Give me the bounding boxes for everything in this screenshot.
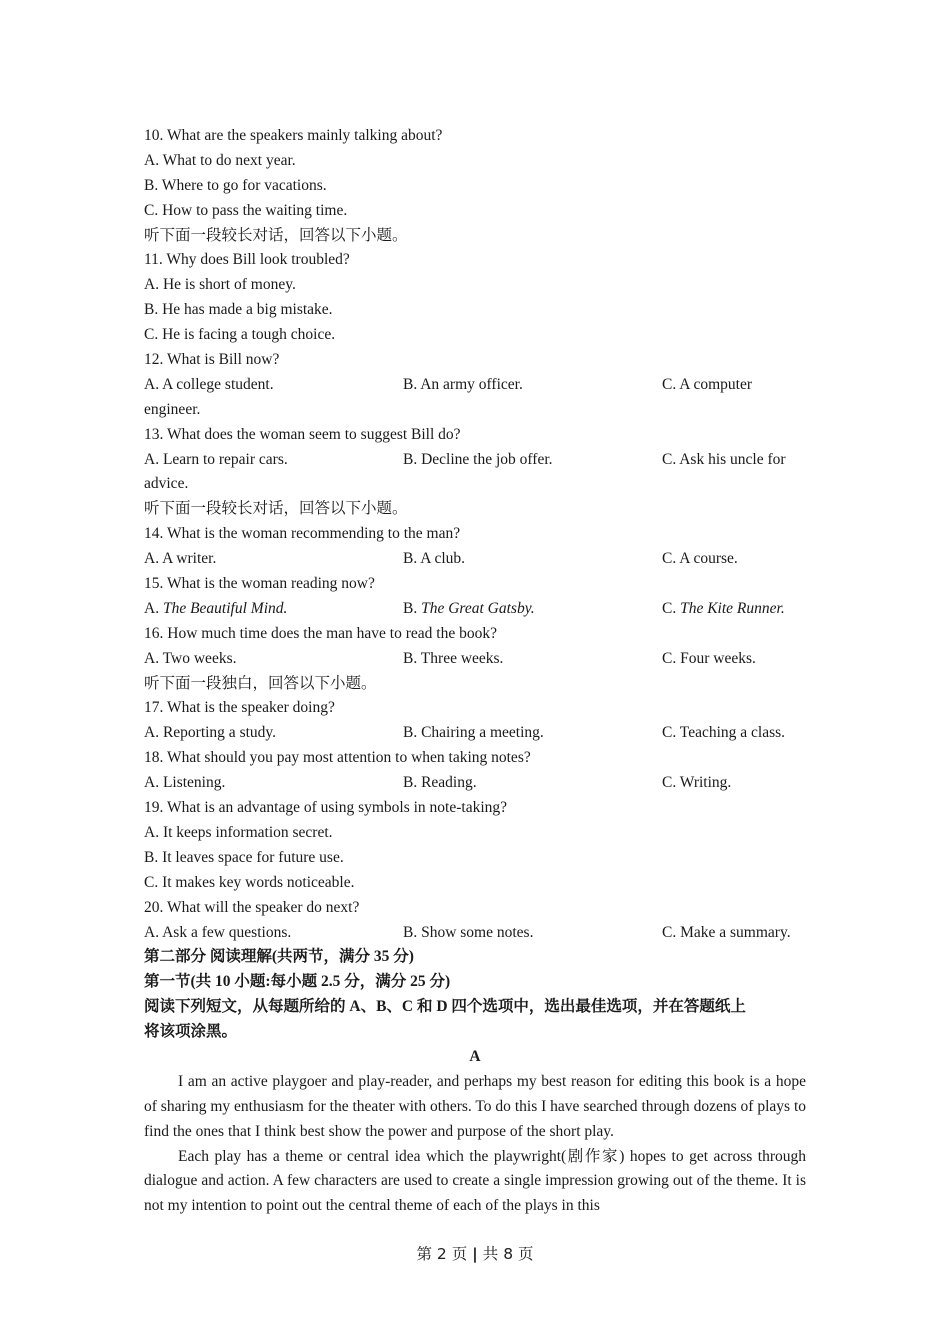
q19-option-b: B. It leaves space for future use. [144,848,344,866]
q14-option-a: A. A writer. [144,550,217,568]
question-11: 11. Why does Bill look troubled? [144,251,350,269]
question-13: 13. What does the woman seem to suggest Bill do? [144,425,461,443]
q12-option-b: B. An army officer. [403,375,523,393]
question-19: 19. What is an advantage of using symbols in note-taking? [144,799,508,817]
question-14: 14. What is the woman recommending to the man? [144,525,461,543]
part-two-heading: 第二部分 阅读理解(共两节，满分 35 分) [144,948,414,966]
passage-label: A [469,1047,481,1065]
q15-options [144,597,806,622]
q11-option-b: B. He has made a big mistake. [144,301,333,319]
q12-option-c: C. A computer [662,375,752,393]
q10-option-a: A. What to do next year. [144,151,296,169]
question-16: 16. How much time does the man have to read the book? [144,624,497,642]
q13-option-c: C. Ask his uncle for [662,450,786,468]
q15-option-c [662,597,785,622]
question-20: 20. What will the speaker do next? [144,898,360,916]
q17-option-c: C. Teaching a class. [662,724,786,742]
q16-option-a: A. Two weeks. [144,649,237,667]
q17-option-b: B. Chairing a meeting. [403,724,544,742]
q15-option-c-letter: C. [662,599,681,617]
question-15: 15. What is the woman reading now? [144,575,375,593]
q19-option-c: C. It makes key words noticeable. [144,873,355,891]
q10-option-c: C. How to pass the waiting time. [144,201,348,219]
q18-option-a: A. Listening. [144,774,226,792]
question-18: 18. What should you pay most attention to when taking notes? [144,749,531,767]
q15-option-b-title: The Great Gatsby. [421,599,535,617]
reading-instruction: 阅读下列短文，从每题所给的 A、B、C 和 D 四个选项中，选出最佳选项，并在答题纸上 [144,998,746,1016]
q20-options [144,921,806,946]
q15-option-b [403,597,535,622]
q14-option-c: C. A course. [662,550,738,568]
q14-option-b: B. A club. [403,550,466,568]
q17-options [144,721,806,746]
q15-option-a [144,597,287,622]
q12-option-a: A. A college student. [144,375,274,393]
q19-option-a: A. It keeps information secret. [144,823,333,841]
q10-option-b: B. Where to go for vacations. [144,176,327,194]
q20-option-a: A. Ask a few questions. [144,923,292,941]
q16-options [144,647,806,672]
q20-option-c: C. Make a summary. [662,923,791,941]
q15-option-b-letter: B. [403,599,422,617]
q14-options [144,547,806,572]
q12-option-c-wrap: engineer. [144,400,201,418]
q11-option-a: A. He is short of money. [144,276,296,294]
listening-instruction: 听下面一段较长对话，回答以下小题。 [144,500,408,518]
q16-option-b: B. Three weeks. [403,649,504,667]
q15-option-a-letter: A. [144,599,163,617]
q12-options [144,373,806,398]
q11-option-c: C. He is facing a tough choice. [144,326,336,344]
passage-paragraph-1: I am an active playgoer and play-reader, and perhaps my best reason for editing this book is a hope of sharing my enthusiasm for the theater with others. To do this I have searched through dozens of plays to find the ones that I think best show the power and purpose of the short play. [144,1072,806,1140]
q13-options [144,448,806,473]
exam-page [144,124,806,1219]
q20-option-b: B. Show some notes. [403,923,534,941]
passage-paragraph-2: Each play has a theme or central idea which the playwright(剧作家) hopes to get across through dialogue and action. A few characters are used to create a single impression growing out of the theme. It is not my intention to point out the central theme of each of the plays in this [144,1147,806,1215]
listening-instruction: 听下面一段独白，回答以下小题。 [144,674,377,692]
question-17: 17. What is the speaker doing? [144,699,335,717]
q18-option-b: B. Reading. [403,774,477,792]
q13-option-a: A. Learn to repair cars. [144,450,288,468]
q18-option-c: C. Writing. [662,774,732,792]
page-number: 第 2 页 [416,1245,468,1263]
q16-option-c: C. Four weeks. [662,649,756,667]
q18-options [144,771,806,796]
q15-option-a-title: The Beautiful Mind. [162,599,288,617]
reading-instruction-cont: 将该项涂黑。 [144,1023,238,1041]
q15-option-c-title: The Kite Runner. [680,599,785,617]
footer-separator: | [472,1245,478,1263]
section-one-heading: 第一节(共 10 小题:每小题 2.5 分，满分 25 分) [144,973,451,991]
listening-instruction: 听下面一段较长对话，回答以下小题。 [144,226,408,244]
q13-option-c-wrap: advice. [144,475,189,493]
q13-option-b: B. Decline the job offer. [403,450,553,468]
question-10: 10. What are the speakers mainly talking about? [144,127,443,144]
page-footer [0,1242,950,1264]
q17-option-a: A. Reporting a study. [144,724,277,742]
page-total: 共 8 页 [482,1245,534,1263]
question-12: 12. What is Bill now? [144,351,280,369]
